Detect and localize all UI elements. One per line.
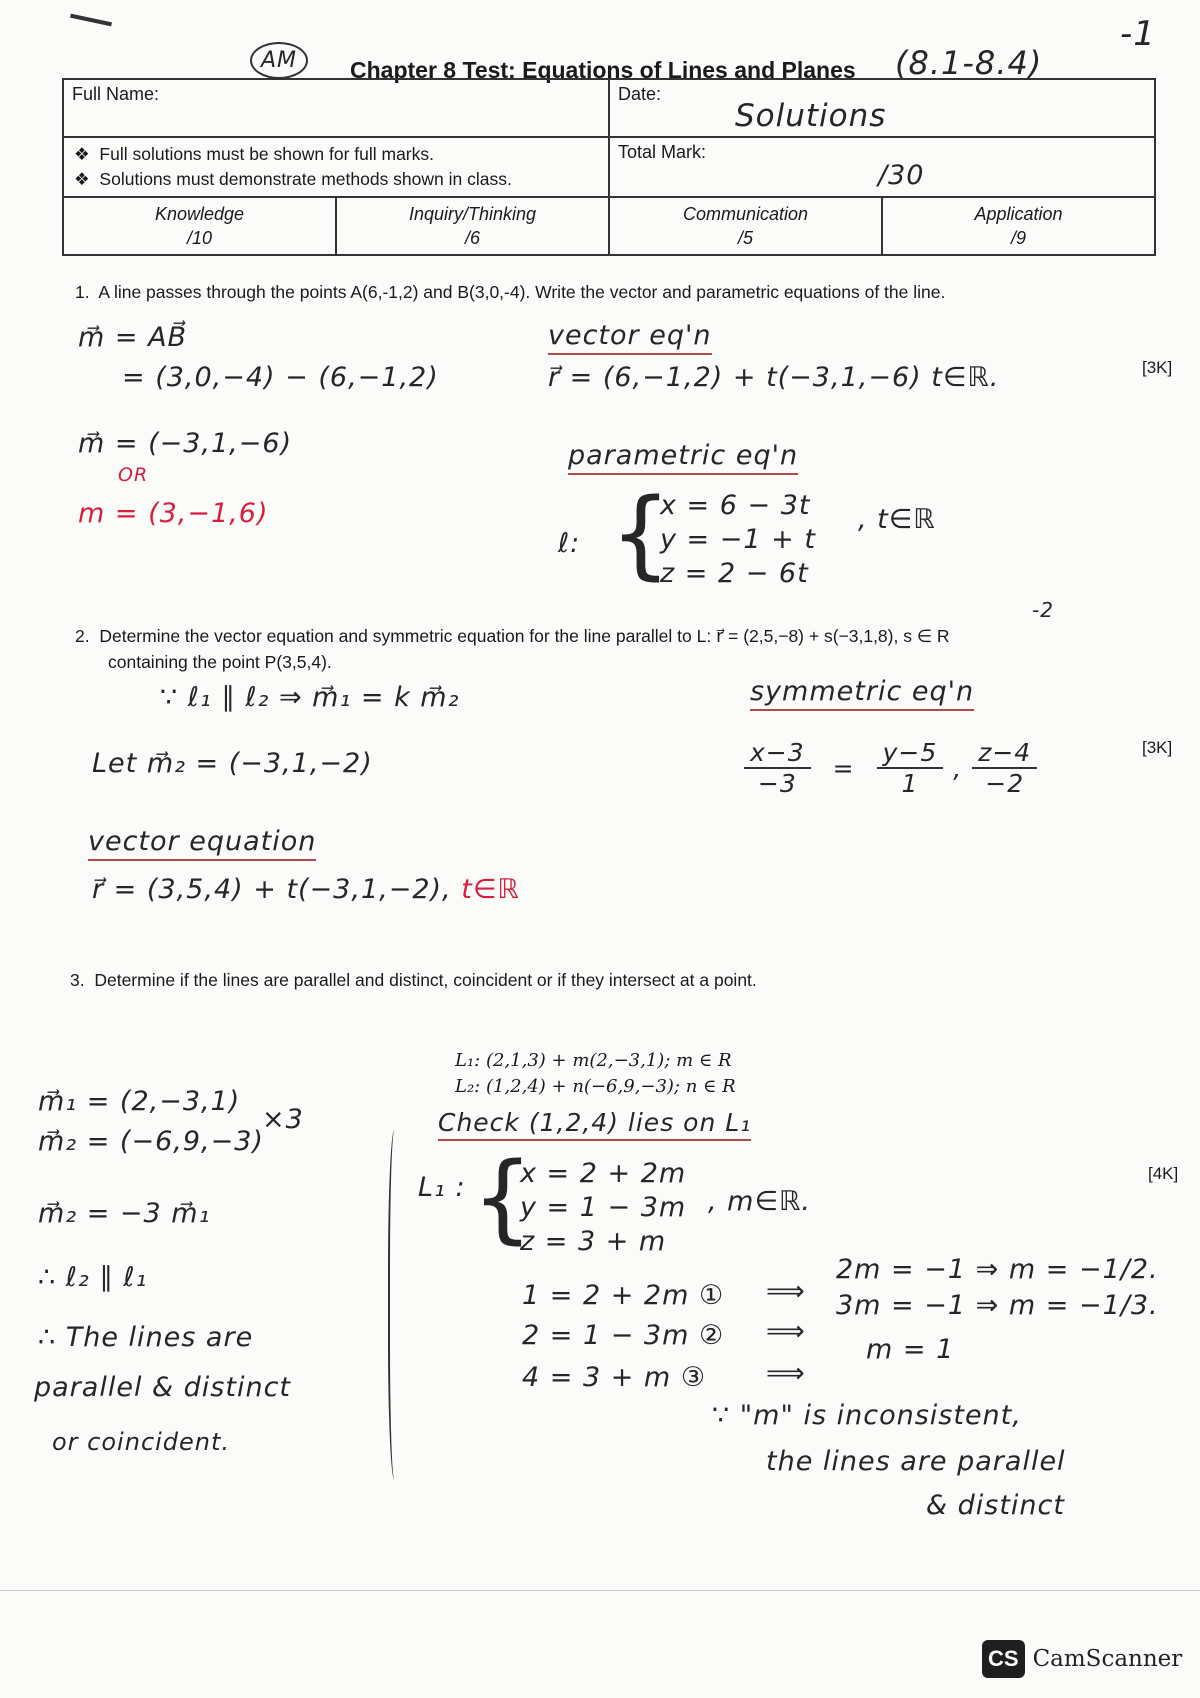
q3-sub-3: 4 = 3 + m ③	[522, 1362, 707, 1393]
category-knowledge: Knowledge /10	[63, 197, 336, 255]
q1-work-3: m⃗ = (−3,1,−6)	[78, 428, 293, 459]
q3-conclusion-2: the lines are parallel	[766, 1446, 1066, 1477]
q3-text: Determine if the lines are parallel and distinct, coincident or if they intersect at a point.	[94, 970, 757, 990]
q1-or: OR	[118, 464, 149, 486]
q3-left-5: ∴ The lines are	[38, 1322, 254, 1353]
q3-times-3: ×3	[262, 1104, 304, 1135]
q2-work-2: Let m⃗₂ = (−3,1,−2)	[92, 748, 373, 779]
q3-left-4: ∴ ℓ₂ ∥ ℓ₁	[38, 1262, 148, 1293]
q3-mark: [4K]	[1148, 1164, 1179, 1183]
date-value: Solutions	[735, 98, 887, 134]
q2-vector-domain: t∈ℝ	[461, 874, 520, 905]
q3-l1-brace: {	[472, 1142, 535, 1254]
total-mark-cell	[609, 137, 1155, 197]
q2-correction: -2	[1032, 598, 1054, 622]
instruction-1-text: Full solutions must be shown for full marks.	[99, 144, 434, 164]
q1-alt-direction: m = (3,−1,6)	[78, 498, 269, 529]
page-title: Chapter 8 Test: Equations of Lines and Planes	[350, 57, 856, 83]
q3-left-2: m⃗₂ = (−6,9,−3)	[38, 1126, 264, 1157]
full-name-label: Full Name:	[72, 84, 160, 104]
instruction-2: ❖ Solutions must demonstrate methods shown in class.	[74, 169, 512, 189]
q1-param-y: y = −1 + t	[660, 524, 816, 555]
q1-param-z: z = 2 − 6t	[660, 558, 809, 589]
am-initials: AM	[250, 42, 308, 79]
q3-l1-y: y = 1 − 3m	[520, 1192, 687, 1223]
q3-arrow-1: ⟹	[766, 1276, 806, 1307]
q1-vector-eq: r⃗ = (6,−1,2) + t(−3,1,−6) t∈ℝ.	[548, 362, 1000, 393]
q3-sub-1: 1 = 2 + 2m ①	[522, 1280, 725, 1311]
q3-solve-2: 3m = −1 ⇒ m = −1/3.	[836, 1290, 1159, 1321]
q1-vector-heading: vector eq'n	[548, 320, 712, 355]
instruction-1: ❖ Full solutions must be shown for full marks.	[74, 144, 434, 164]
q2-text: Determine the vector equation and symmetric equation for the line parallel to L: r⃗ = (2,5,−8) + s(−3,1,8), s ∈ R	[99, 626, 950, 646]
q1-work-2: = (3,0,−4) − (6,−1,2)	[122, 362, 439, 393]
q3-l1-z: z = 3 + m	[520, 1226, 667, 1257]
q3-left-1: m⃗₁ = (2,−3,1)	[38, 1086, 241, 1117]
category-application: Application /9	[882, 197, 1155, 255]
q3-left-3: m⃗₂ = −3 m⃗₁	[38, 1198, 211, 1229]
q2-sym-frac-z: z−4 −2	[972, 738, 1037, 798]
q3-l1-label: L₁ :	[418, 1172, 466, 1203]
q1-param-x: x = 6 − 3t	[660, 490, 811, 521]
instruction-2-text: Solutions must demonstrate methods shown in class.	[99, 169, 512, 189]
q2-prompt: 2. Determine the vector equation and symmetric equation for the line parallel to L: r⃗ = (2,5,−8) + s(−3,1,8), s ∈ R	[75, 626, 950, 646]
q3-arrow-2: ⟹	[766, 1316, 806, 1347]
q1-work-1: m⃗ = AB⃗	[78, 322, 188, 353]
q2-sym-frac-x: $\frac{x-3}{-3}$	[744, 738, 811, 798]
q3-solve-3: m = 1	[866, 1334, 955, 1365]
q2-mark: [3K]	[1142, 738, 1173, 757]
q1-param-heading: parametric eq'n	[568, 440, 798, 475]
q3-l1-x: x = 2 + 2m	[520, 1158, 687, 1189]
q2-sym-frac-y: $\frac{y-5}{1}$	[877, 738, 944, 798]
q3-left-6: parallel & distinct	[34, 1372, 292, 1403]
q3-line-1: L₁: (2,1,3) + m(2,−3,1); m ∈ R	[455, 1050, 732, 1071]
q2-vector-eq: r⃗ = (3,5,4) + t(−3,1,−2), t∈ℝ	[92, 874, 520, 905]
page-bottom-edge	[0, 1590, 1200, 1591]
total-mark-label: Total Mark:	[618, 142, 707, 162]
camscanner-watermark	[982, 1640, 1182, 1678]
q1-param-domain: , t∈ℝ	[858, 504, 936, 535]
q1-mark: [3K]	[1142, 358, 1173, 377]
header-table	[62, 78, 1156, 256]
q2-work-1: ∵ ℓ₁ ∥ ℓ₂ ⇒ m⃗₁ = k m⃗₂	[160, 682, 460, 713]
total-mark-value: /30	[878, 160, 925, 191]
camscanner-badge: CS	[982, 1640, 1025, 1678]
q3-sub-2: 2 = 1 − 3m ②	[522, 1320, 725, 1351]
camscanner-name: CamScanner	[1032, 1646, 1183, 1672]
q2-vector-heading: vector equation	[88, 826, 316, 861]
q3-line-2: L₂: (1,2,4) + n(−6,9,−3); n ∈ R	[455, 1076, 736, 1097]
q3-prompt: 3. Determine if the lines are parallel and distinct, coincident or if they intersect at a point.	[70, 970, 757, 990]
q3-conclusion-3: & distinct	[926, 1490, 1065, 1521]
q3-conclusion-1: ∵ "m" is inconsistent,	[712, 1400, 1022, 1431]
category-communication: Communication /5	[609, 197, 882, 255]
full-name-cell	[63, 79, 609, 137]
q3-divider-brace	[388, 1130, 404, 1480]
q2-sym-eq: $\frac{x-3}{-3}$ = $\frac{y-5}{1}$ , z−4 −2	[744, 738, 1037, 798]
q3-solve-1: 2m = −1 ⇒ m = −1/2.	[836, 1254, 1159, 1285]
q2-prompt-line2: containing the point P(3,5,4).	[108, 652, 332, 672]
date-label: Date:	[618, 84, 662, 104]
q3-left-7: or coincident.	[52, 1428, 231, 1456]
chapter-range: (8.1-8.4)	[895, 44, 1043, 82]
q3-l1-domain: , m∈ℝ.	[708, 1186, 811, 1217]
date-cell	[609, 79, 1155, 137]
top-right-mark: -1	[1120, 14, 1156, 54]
q1-param-label: ℓ:	[558, 528, 581, 559]
q1-param-brace: {	[610, 478, 673, 590]
q3-check-heading: Check (1,2,4) lies on L₁	[438, 1108, 751, 1141]
q1-prompt: 1. A line passes through the points A(6,-1,2) and B(3,0,-4). Write the vector and parametric equations of the line.	[75, 282, 946, 302]
category-inquiry: Inquiry/Thinking /6	[336, 197, 609, 255]
q3-arrow-3: ⟹	[766, 1358, 806, 1389]
q2-sym-heading: symmetric eq'n	[750, 676, 974, 711]
instructions-cell	[63, 137, 609, 197]
tick-mark	[70, 14, 112, 27]
q1-text: A line passes through the points A(6,-1,2) and B(3,0,-4). Write the vector and parametric equations of the line.	[98, 282, 946, 302]
